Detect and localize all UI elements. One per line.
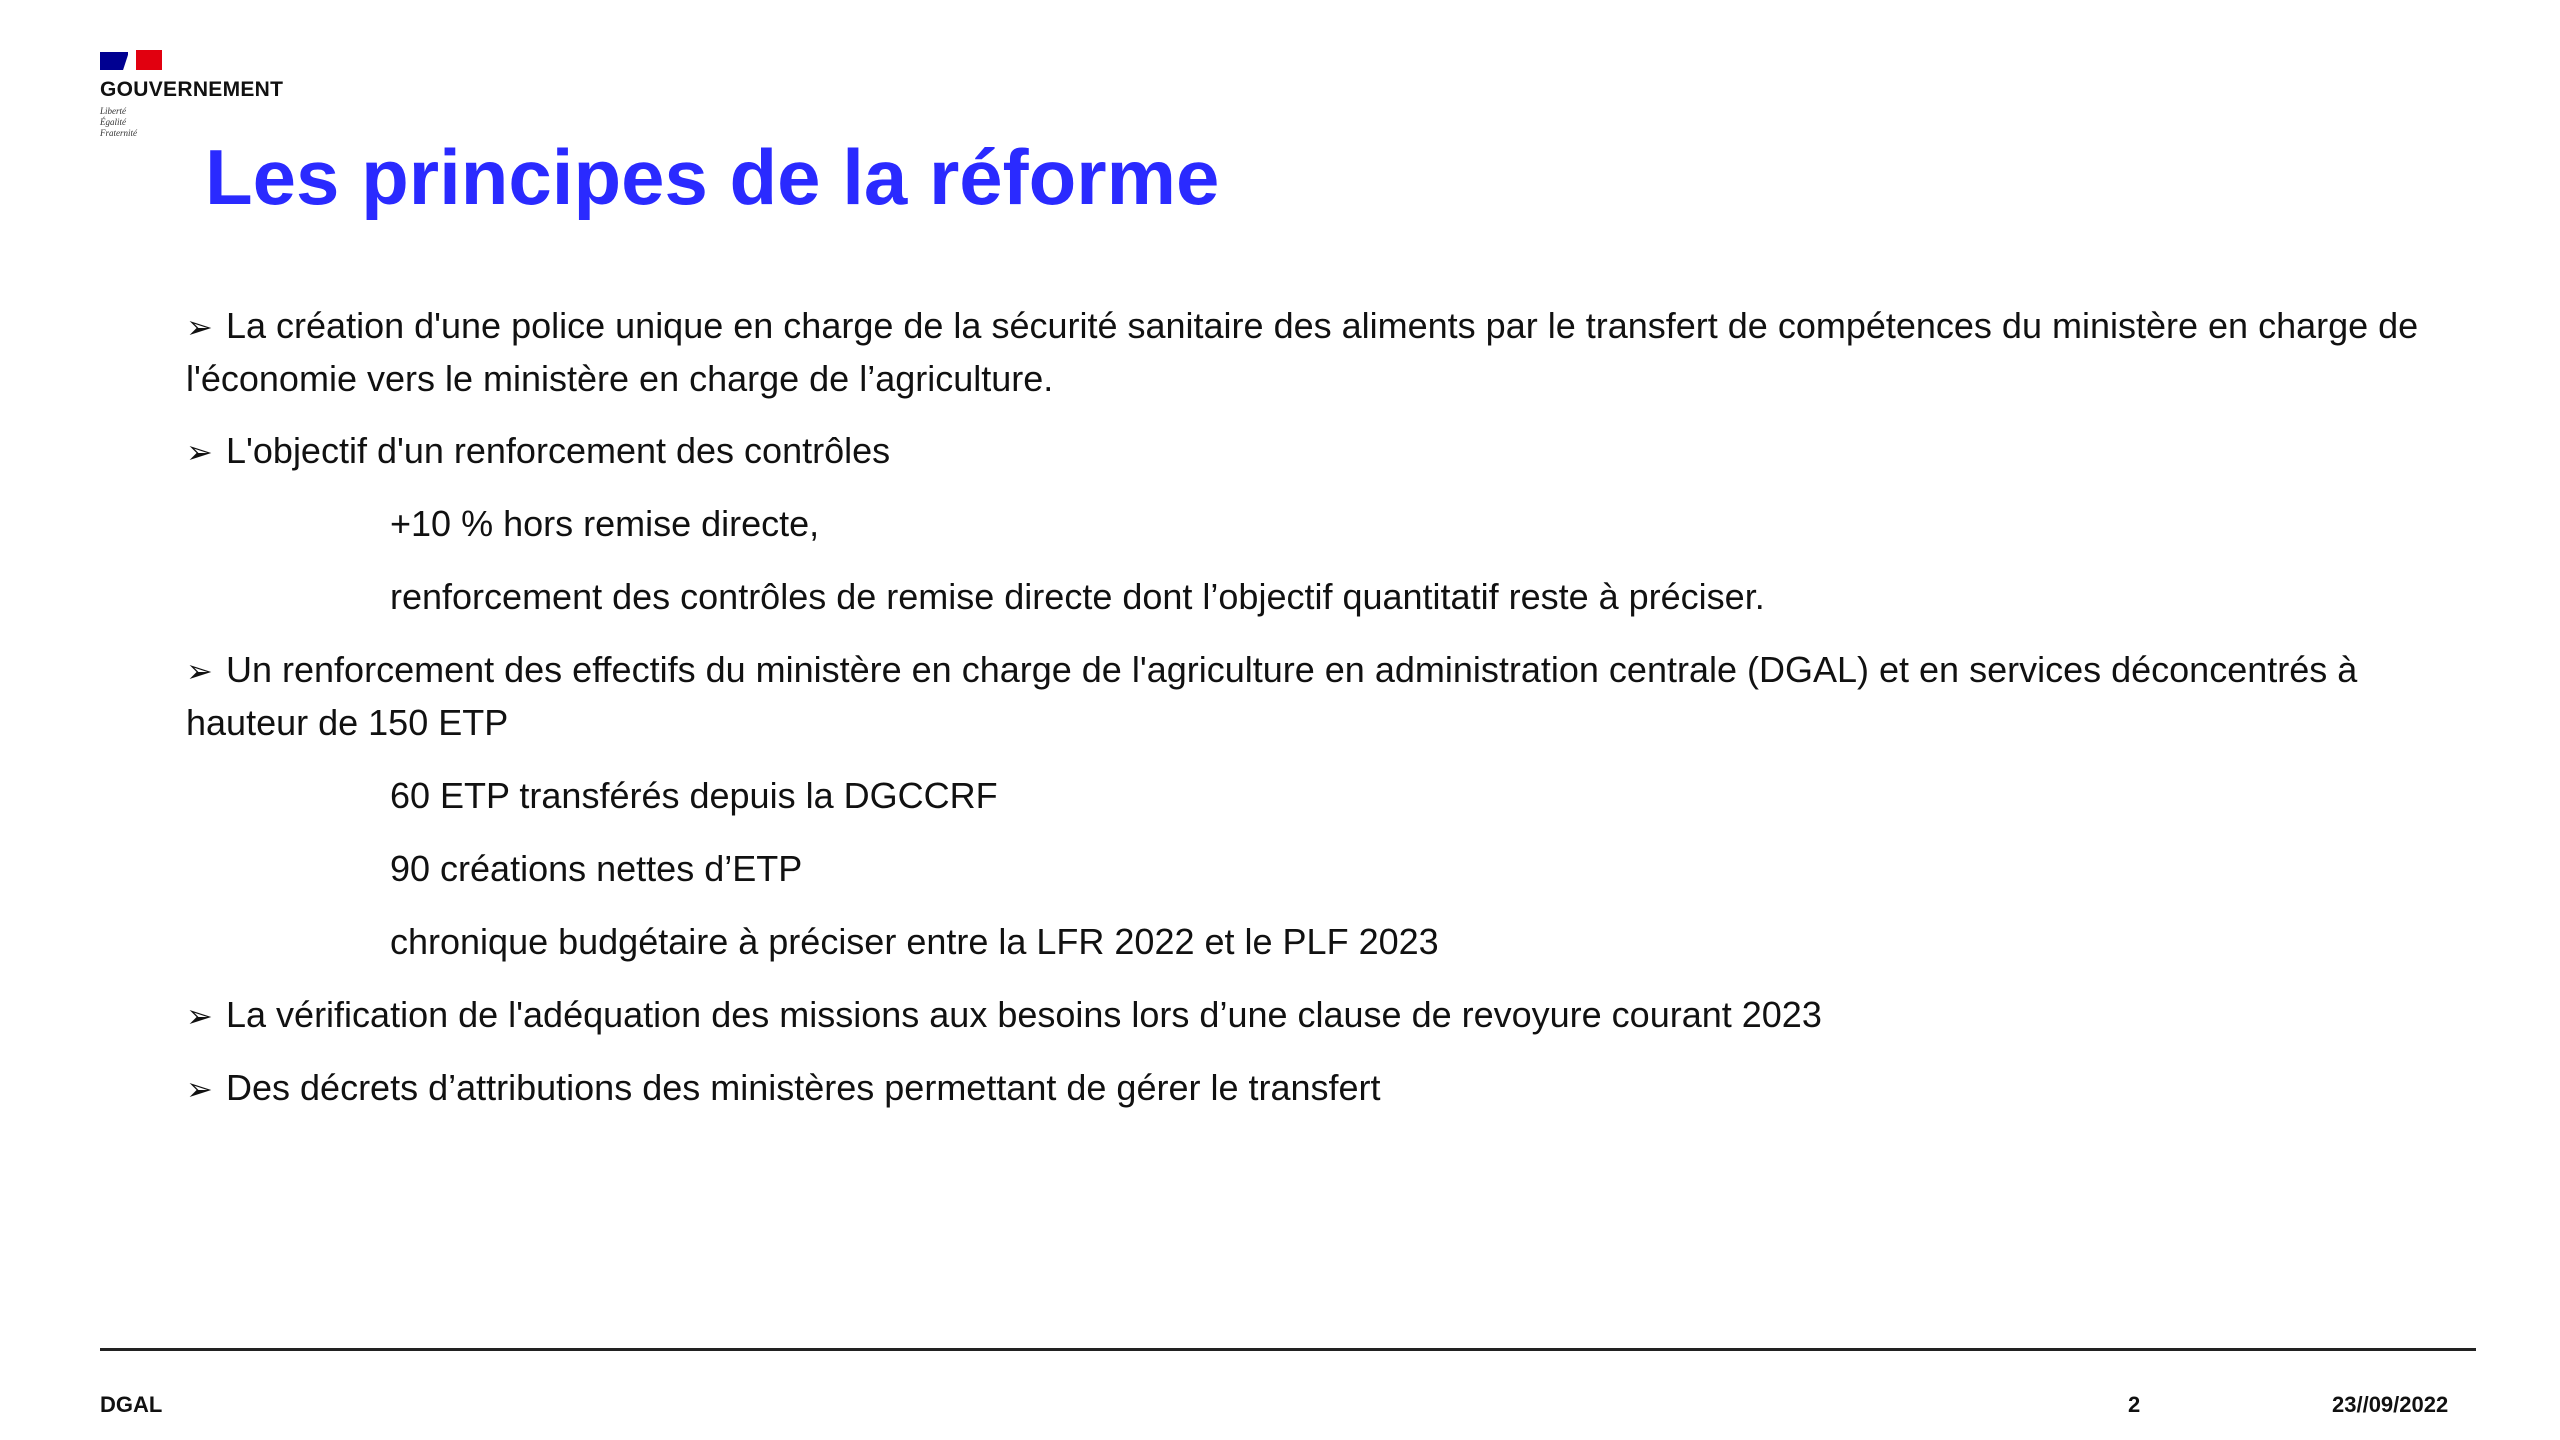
logo-name: GOUVERNEMENT [100, 78, 284, 101]
arrow-bullet-icon: ➢ [186, 308, 213, 346]
bullet-item [186, 644, 2476, 749]
sub-item: renforcement des contrôles de remise directe dont l’objectif quantitatif reste à préciser. [390, 576, 1765, 617]
motto-line: Fraternité [100, 128, 137, 138]
bullet-text: La création d'une police unique en charge de la sécurité sanitaire des aliments par le transfert de compétences du ministère en charge de l'économie vers le ministère en charge de l’agriculture. [186, 305, 2419, 399]
bullet-text: Des décrets d’attributions des ministères permettant de gérer le transfert [226, 1067, 1381, 1108]
bullet-item [186, 1062, 2476, 1115]
motto-line: Liberté [100, 106, 126, 116]
bullet-item [186, 989, 2476, 1042]
arrow-bullet-icon: ➢ [186, 1070, 213, 1108]
government-logo [100, 50, 320, 139]
bullet-item [186, 425, 2476, 478]
footer-org: DGAL [100, 1392, 163, 1417]
arrow-bullet-icon: ➢ [186, 433, 213, 471]
french-flag-icon [100, 50, 162, 72]
bullet-item [186, 300, 2476, 405]
sub-item: chronique budgétaire à préciser entre la LFR 2022 et le PLF 2023 [390, 921, 1439, 962]
bullet-text: La vérification de l'adéquation des missions aux besoins lors d’une clause de revoyure courant 2023 [226, 994, 1822, 1035]
motto-line: Égalité [100, 117, 126, 127]
arrow-bullet-icon: ➢ [186, 997, 213, 1035]
bullet-text: L'objectif d'un renforcement des contrôles [226, 430, 891, 471]
footer-page-number: 2 [2128, 1392, 2141, 1417]
arrow-bullet-icon: ➢ [186, 652, 213, 690]
sub-item: +10 % hors remise directe, [390, 503, 820, 544]
sub-item: 60 ETP transférés depuis la DGCCRF [390, 775, 998, 816]
bullet-text: Un renforcement des effectifs du ministère en charge de l'agriculture en administration centrale (DGAL) et en services déconcentrés à hauteur de 150 ETP [186, 649, 2358, 743]
footer-divider [100, 1348, 2476, 1351]
footer-date: 23//09/2022 [2332, 1392, 2449, 1417]
slide-title: Les principes de la réforme [205, 133, 1220, 221]
sub-item: 90 créations nettes d’ETP [390, 848, 803, 889]
